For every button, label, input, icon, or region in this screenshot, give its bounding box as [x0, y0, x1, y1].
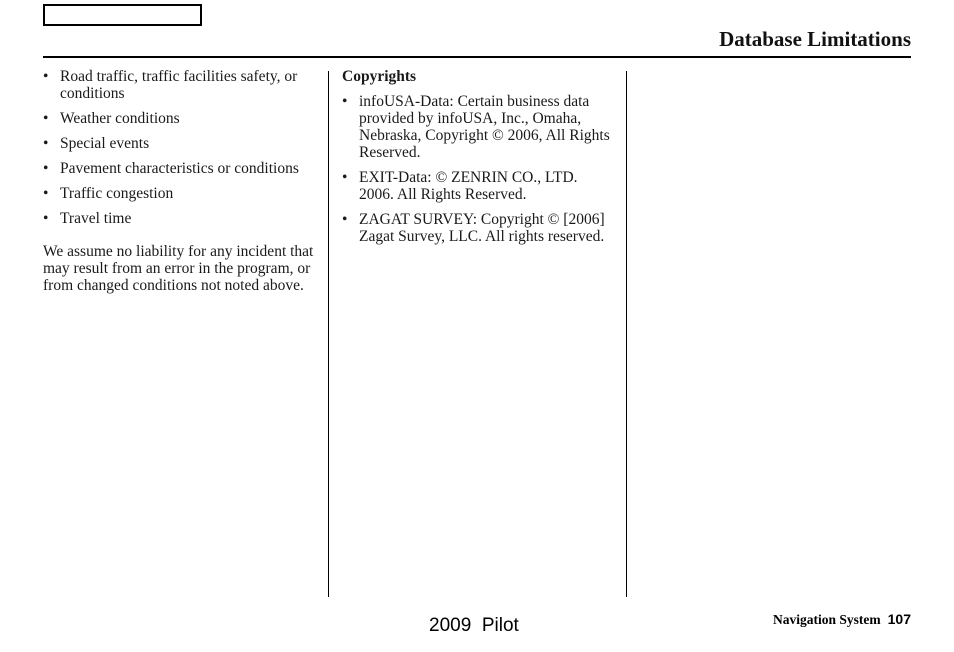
list-item: • Road traffic, traffic facilities safety, or conditions [43, 68, 298, 102]
bullet-icon: • [43, 185, 49, 202]
copyrights-heading: Copyrights [342, 68, 417, 85]
navigation-box [43, 4, 202, 26]
list-item: • Weather conditions [43, 110, 180, 127]
header-rule [43, 56, 911, 58]
middle-column [342, 68, 614, 253]
page-footer [773, 611, 911, 628]
bullet-icon: • [43, 68, 49, 85]
list-item: • ZAGAT SURVEY: Copyright © [2006] Zagat Survey, LLC. All rights reserved. [342, 211, 605, 245]
bullet-icon: • [43, 160, 49, 177]
bullet-icon: • [342, 93, 348, 110]
list-item: • Special events [43, 135, 150, 152]
list-item: • Traffic congestion [43, 185, 174, 202]
limitations-list [43, 68, 315, 227]
bullet-icon: • [342, 169, 348, 186]
liability-disclaimer: We assume no liability for any incident that may result from an error in the program, or from changed conditions not noted above. [43, 243, 314, 294]
bullet-icon: • [43, 210, 49, 227]
section-name: Navigation System [773, 612, 881, 627]
bullet-icon: • [43, 110, 49, 127]
page-number: 107 [887, 611, 911, 627]
list-item: • EXIT-Data: © ZENRIN CO., LTD. 2006. All Rights Reserved. [342, 169, 578, 203]
column-divider [626, 71, 627, 597]
vehicle-model: 2009 Pilot [429, 615, 519, 636]
list-item: • infoUSA-Data: Certain business data provided by infoUSA, Inc., Omaha, Nebraska, Copyright © 2006, All Rights Reserved. [342, 93, 610, 161]
list-item: • Pavement characteristics or conditions [43, 160, 299, 177]
page-title: Database Limitations [719, 27, 911, 51]
bullet-icon: • [342, 211, 348, 228]
bullet-icon: • [43, 135, 49, 152]
list-item: • Travel time [43, 210, 132, 227]
left-column [43, 68, 315, 294]
copyrights-list [342, 93, 614, 245]
column-divider [328, 71, 329, 597]
